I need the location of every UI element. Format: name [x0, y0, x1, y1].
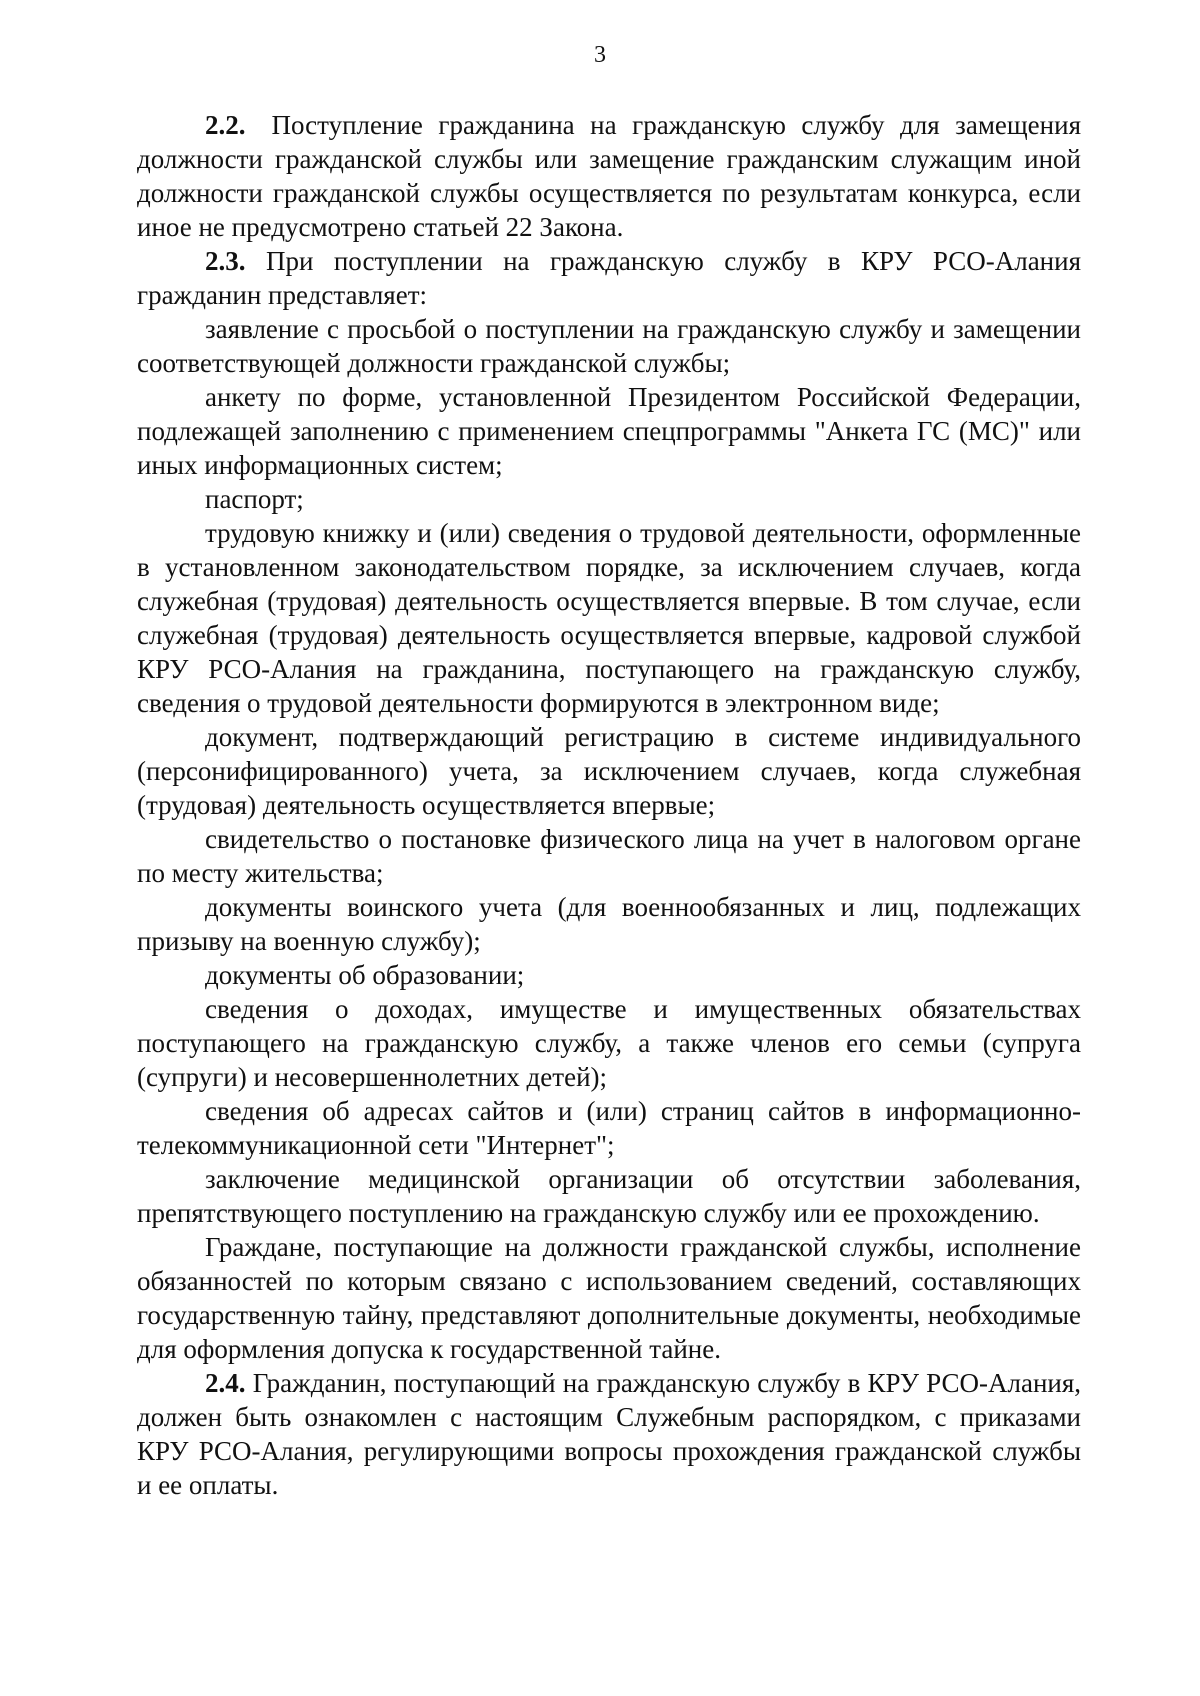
list-item-work-record: трудовую книжку и (или) сведения о трудовой деятельности, оформленные в установленном законодательством порядке, за исключением случаев, когда служебная (трудовая) деятельность осуществляется впервые. В том случае, если служебная (трудовая) деятельность осуществляется впервые, кадровой службой КРУ РСО-Алания на гражданина, поступающего на гражданскую службу, сведения о трудовой деятельности формируются в электронном виде;: [137, 518, 1081, 718]
list-item-passport: паспорт;: [205, 484, 304, 514]
list-item-military-documents: документы воинского учета (для военнообязанных и лиц, подлежащих призыву на военную службу);: [137, 892, 1081, 956]
paragraph-2-2: [137, 108, 1081, 244]
document-body: [137, 108, 1081, 1502]
list-item-application: заявление с просьбой о поступлении на гражданскую службу и замещении соответствующей должности гражданской службы;: [137, 314, 1081, 378]
list-item-income-information: сведения о доходах, имуществе и имущественных обязательствах поступающего на гражданскую службу, а также членов его семьи (супруга (супруги) и несовершеннолетних детей);: [137, 994, 1081, 1092]
paragraph-2-3-intro: [137, 244, 1081, 312]
list-item-tax-certificate: свидетельство о постановке физического лица на учет в налоговом органе по месту жительства;: [137, 824, 1081, 888]
list-item-website-information: сведения об адресах сайтов и (или) страниц сайтов в информационно-телекоммуникационной сети "Интернет";: [137, 1096, 1081, 1160]
paragraph-2-2-text: Поступление гражданина на гражданскую службу для замещения должности гражданской службы или замещение гражданским служащим иной должности гражданской службы осуществляется по результатам конкурса, если иное не предусмотрено статьей 22 Закона.: [137, 110, 1081, 242]
paragraph-2-4-text: Гражданин, поступающий на гражданскую службу в КРУ РСО-Алания, должен быть ознакомлен с настоящим Служебным распорядком, с приказами КРУ РСО-Алания, регулирующими вопросы прохождения гражданской службы и ее оплаты.: [137, 1368, 1082, 1500]
paragraph-2-4: [137, 1366, 1081, 1502]
list-item-questionnaire: анкету по форме, установленной Президентом Российской Федерации, подлежащей заполнению с применением спецпрограммы "Анкета ГС (МС)" или иных информационных систем;: [137, 382, 1081, 480]
list-item-medical-conclusion: заключение медицинской организации об отсутствии заболевания, препятствующего поступлению на гражданскую службу или ее прохождению.: [137, 1164, 1081, 1228]
paragraph-state-secret: Граждане, поступающие на должности гражданской службы, исполнение обязанностей по которым связано с использованием сведений, составляющих государственную тайну, представляют дополнительные документы, необходимые для оформления допуска к государственной тайне.: [137, 1232, 1081, 1364]
section-number-2-2: 2.2.: [205, 110, 246, 140]
section-number-2-4: 2.4.: [205, 1368, 246, 1398]
list-item-education-documents: документы об образовании;: [205, 960, 525, 990]
page-number: 3: [594, 42, 606, 68]
section-number-2-3: 2.3.: [205, 246, 246, 276]
paragraph-2-3-intro-text: При поступлении на гражданскую службу в КРУ РСО-Алания гражданин представляет:: [137, 246, 1081, 310]
list-item-registration-document: документ, подтверждающий регистрацию в системе индивидуального (персонифицированного) учета, за исключением случаев, когда служебная (трудовая) деятельность осуществляется впервые;: [137, 722, 1081, 820]
